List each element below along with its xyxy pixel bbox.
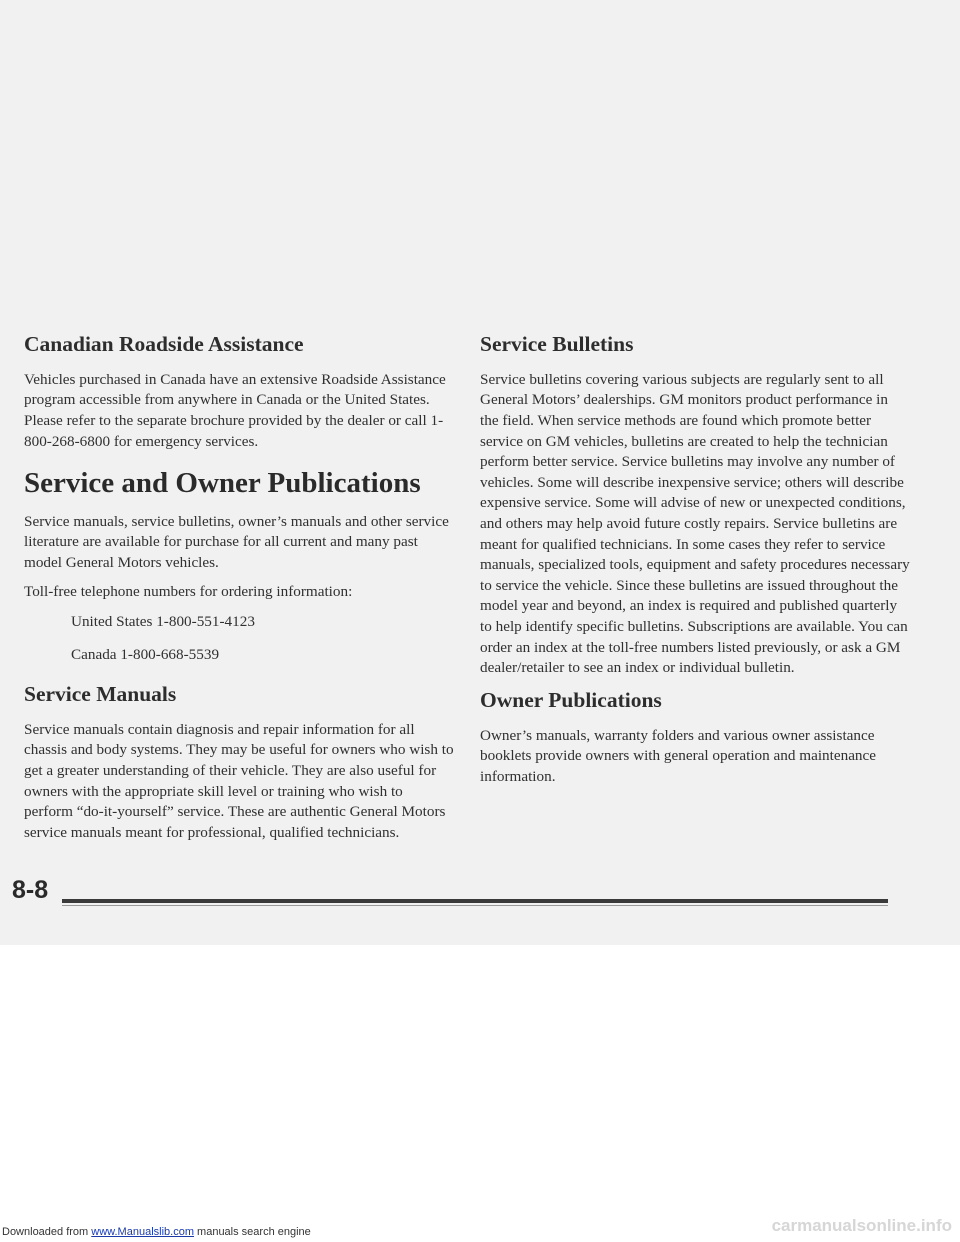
service-manuals-paragraph: Service manuals contain diagnosis and repair information for all chassis and body systems. They may be useful for owners who wish to get a greater understanding of their vehicle. They are also useful for owners with the appropriate skill level or training who wish to perform “do-it-yourself” service. These are authentic General Motors service manuals meant for professional, qualified technicians. bbox=[24, 720, 454, 841]
service-owner-publications-heading: Service and Owner Publications bbox=[24, 467, 421, 500]
footer-rule-thin bbox=[62, 905, 888, 906]
owner-publications-heading: Owner Publications bbox=[480, 687, 662, 712]
owner-publications-paragraph: Owner’s manuals, warranty folders and various owner assistance booklets provide owners with general operation and maintenance information. bbox=[480, 726, 877, 785]
manualslib-link[interactable]: www.Manualslib.com bbox=[91, 1226, 194, 1238]
footer-rule bbox=[62, 899, 888, 903]
canadian-roadside-heading: Canadian Roadside Assistance bbox=[24, 332, 304, 356]
service-bulletins-paragraph: Service bulletins covering various subjects are regularly sent to all General Motors’ dealerships. GM monitors product performance in the field. When service methods are found which promote better service on GM vehicles, bulletins are created to help the technician perform better service. Service bulletins may involve any number of vehicles. Some will describe inexpensive service; others will describe expensive service. Some will advise of new or unexpected conditions, and others may help avoid future costly repairs. Service bulletins are meant for qualified technicians. In some cases they refer to service manuals, specialized tools, equipment and safety procedures necessary to service the vehicle. Since these bulletins are issued throughout the model year and beyond, an index is required and published quarterly to help identify specific bulletins. Subscriptions are available. You can order an index at the toll-free numbers listed previously, or ask a GM dealer/retailer to see an index or individual bulletin. bbox=[480, 370, 910, 677]
page-number: 8-8 bbox=[12, 876, 49, 904]
watermark-text: carmanualsonline.info bbox=[771, 1216, 952, 1235]
banner-prefix: Downloaded from bbox=[2, 1226, 92, 1238]
service-bulletins-heading: Service Bulletins bbox=[480, 332, 634, 356]
tollfree-paragraph: Toll-free telephone numbers for ordering information: bbox=[24, 583, 353, 601]
banner-suffix: manuals search engine bbox=[193, 1226, 311, 1238]
left-column bbox=[24, 332, 454, 852]
service-manuals-heading: Service Manuals bbox=[24, 682, 177, 707]
publications-paragraph: Service manuals, service bulletins, owner’s manuals and other service literature are available for purchase for all current and many past model General Motors vehicles. bbox=[24, 512, 449, 571]
canadian-roadside-paragraph: Vehicles purchased in Canada have an extensive Roadside Assistance program accessible from anywhere in Canada or the United States. Please refer to the separate brochure provided by the dealer or call 1-800-268-6800 for emergency services. bbox=[24, 370, 446, 450]
download-banner bbox=[2, 1226, 311, 1238]
phone-united-states: United States 1-800-551-4123 bbox=[71, 612, 255, 630]
phone-canada: Canada 1-800-668-5539 bbox=[71, 646, 220, 664]
right-column bbox=[480, 332, 910, 796]
